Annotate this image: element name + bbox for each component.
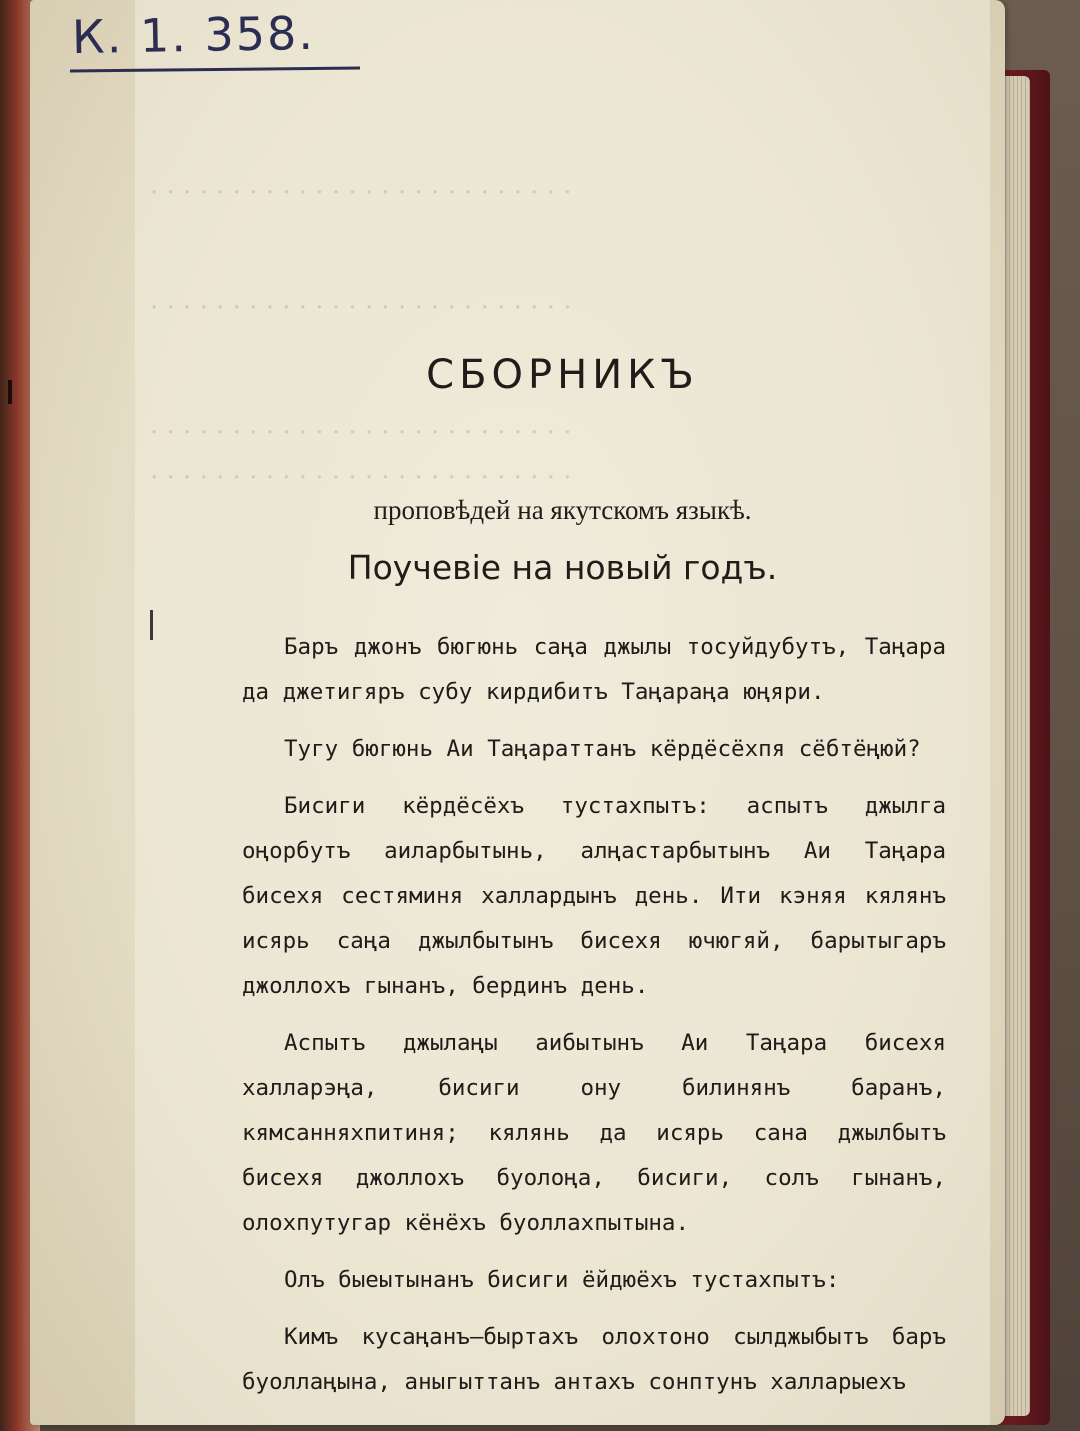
paragraph: Тугу бюгюнь Аи Таңараттанъ кёрдёсёхпя сёбтёңюй? <box>284 736 921 762</box>
margin-pencil-mark <box>150 610 153 640</box>
sermon-body <box>242 625 946 1417</box>
sermon-heading: Поучевіе на новый годъ. <box>347 548 778 587</box>
paragraph: Баръ джонъ бюгюнь саңа джылы тосуйдубутъ, Таңара да джетигяръ субу кирдибитъ Таңараңа юңяри. <box>242 634 946 705</box>
show-through-text: . . . . . . . . . . . . . . . . . . . . . . . . . . <box>150 410 572 440</box>
paragraph: Бисиги кёрдёсёхъ тустахпытъ: аспытъ джылга оңорбутъ аиларбытынь, алңастарбытынъ Аи Таңара бисехя сестяминя халлардынъ день. Ити кэняя кялянъ исярь саңа джылбытынъ бисехя ючюгяй, барытыгаръ джоллохъ гынанъ, бердинъ день. <box>242 793 946 999</box>
show-through-text: . . . . . . . . . . . . . . . . . . . . . . . . . . <box>150 285 572 315</box>
paragraph: Аспытъ джылаңы аибытынъ Аи Таңара бисехя халларэңа, бисиги ону билинянъ баранъ, кямсанняхпитиня; кялянь да исярь сана джылбытъ бисехя джоллохъ буолоңа, бисиги, солъ гынанъ, олохпутугар кёнёхъ буоллахпытына. <box>242 1030 946 1236</box>
paragraph: Кимъ кусаңанъ—быртахъ олохтоно сылджыбытъ баръ буоллаңына, аныгыттанъ антахъ сонптунъ халларыехъ <box>242 1324 946 1395</box>
paragraph: Олъ быеытынанъ бисиги ёйдюёхъ тустахпытъ: <box>284 1267 840 1293</box>
show-through-text: . . . . . . . . . . . . . . . . . . . . . . . . . . <box>150 455 572 485</box>
show-through-text: . . . . . . . . . . . . . . . . . . . . . . . . . . <box>150 170 572 200</box>
page-title: СБОРНИКЪ <box>426 352 699 398</box>
binding-mark <box>8 380 12 404</box>
catalog-mark: К. 1. 358. <box>71 5 316 65</box>
page-subtitle: проповѣдей на якутскомъ языкѣ. <box>373 495 752 525</box>
book-page <box>30 0 1005 1425</box>
